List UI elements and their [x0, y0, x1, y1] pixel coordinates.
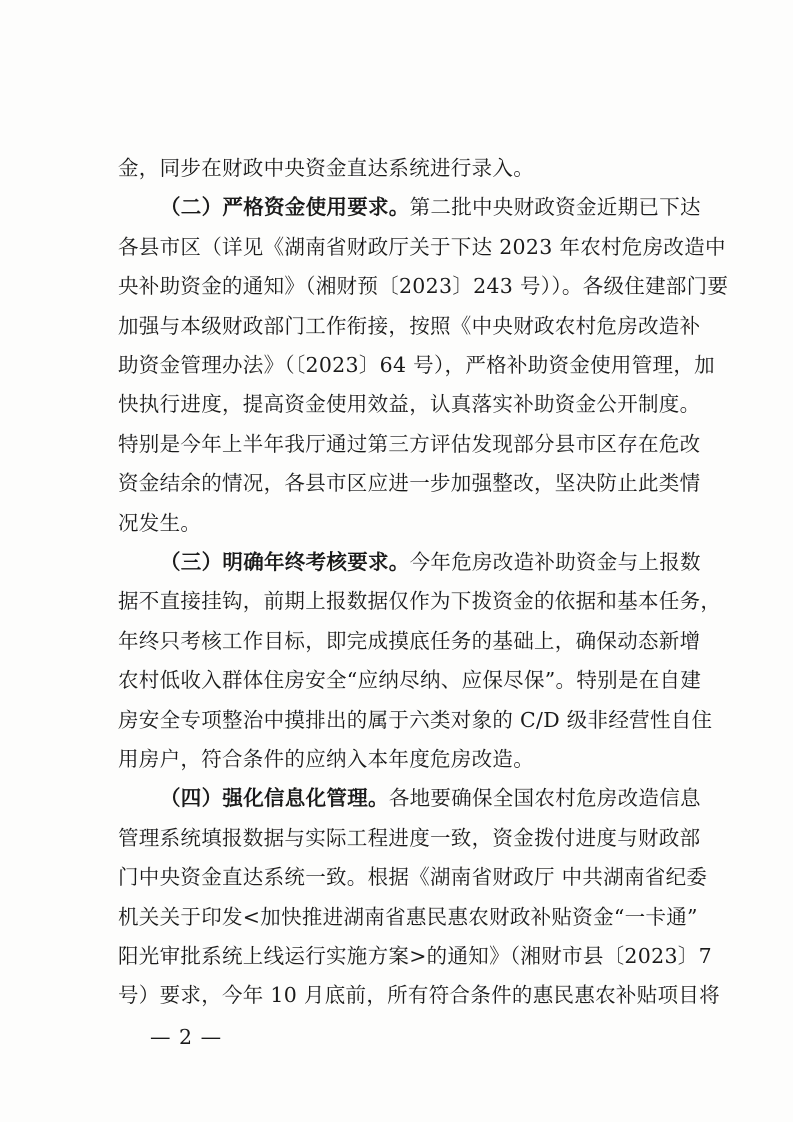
- page-number: — 2 —: [150, 1024, 223, 1049]
- paragraph-line: 据不直接挂钩，前期上报数据仅作为下拨资金的依据和基本任务，: [118, 589, 722, 614]
- paragraph-line: 金，同步在财政中央资金直达系统进行录入。: [118, 156, 534, 180]
- section-four-heading-line: （四）强化信息化管理。各地要确保全国农村危房改造信息: [160, 786, 701, 811]
- section-two-heading-line: （二）严格资金使用要求。第二批中央财政资金近期已下达: [160, 195, 701, 220]
- paragraph-line: 年终只考核工作目标，即完成摸底任务的基础上，确保动态新增: [118, 628, 701, 653]
- paragraph-line: 央补助资金的通知》（湘财预〔2023〕243 号））。各级住建部门要: [118, 274, 729, 299]
- paragraph-line: 机关关于印发<加快推进湖南省惠民惠农财政补贴资金“一卡通”: [118, 904, 698, 929]
- section-three-heading-line: （三）明确年终考核要求。今年危房改造补助资金与上报数: [160, 550, 701, 574]
- section-heading: （三）明确年终考核要求。: [160, 550, 410, 574]
- section-heading: （四）强化信息化管理。: [160, 786, 389, 811]
- paragraph-line: 号）要求，今年 10 月底前，所有符合条件的惠民惠农补贴项目将: [118, 983, 720, 1008]
- paragraph-line: 加强与本级财政部门工作衔接，按照《中央财政农村危房改造补: [118, 313, 701, 338]
- section-heading: （二）严格资金使用要求。: [160, 195, 410, 220]
- paragraph-line: 快执行进度，提高资金使用效益，认真落实补助资金公开制度。: [118, 392, 701, 417]
- paragraph-line: 房安全专项整治中摸排出的属于六类对象的 C/D 级非经营性自住: [118, 707, 713, 732]
- paragraph-line: 资金结余的情况，各县市区应进一步加强整改，坚决防止此类情: [118, 471, 701, 496]
- paragraph-line: 农村低收入群体住房安全“应纳尽纳、应保尽保”。特别是在自建: [118, 668, 702, 693]
- paragraph-line: 特别是今年上半年我厅通过第三方评估发现部分县市区存在危改: [118, 431, 701, 456]
- paragraph-line: 管理系统填报数据与实际工程进度一致，资金拨付进度与财政部: [118, 825, 701, 850]
- paragraph-line: 各县市区（详见《湖南省财政厅关于下达 2023 年农村危房改造中: [118, 234, 726, 259]
- paragraph-line: 阳光审批系统上线运行实施方案>的通知》（湘财市县〔2023〕7: [118, 944, 712, 968]
- paragraph-line: 用房户，符合条件的应纳入本年度危房改造。: [118, 747, 534, 771]
- paragraph-line: 门中央资金直达系统一致。根据《湖南省财政厅 中共湖南省纪委: [118, 865, 708, 890]
- paragraph-line: 助资金管理办法》（〔2023〕64 号），严格补助资金使用管理，加: [118, 353, 715, 377]
- paragraph-line: 况发生。: [118, 510, 202, 535]
